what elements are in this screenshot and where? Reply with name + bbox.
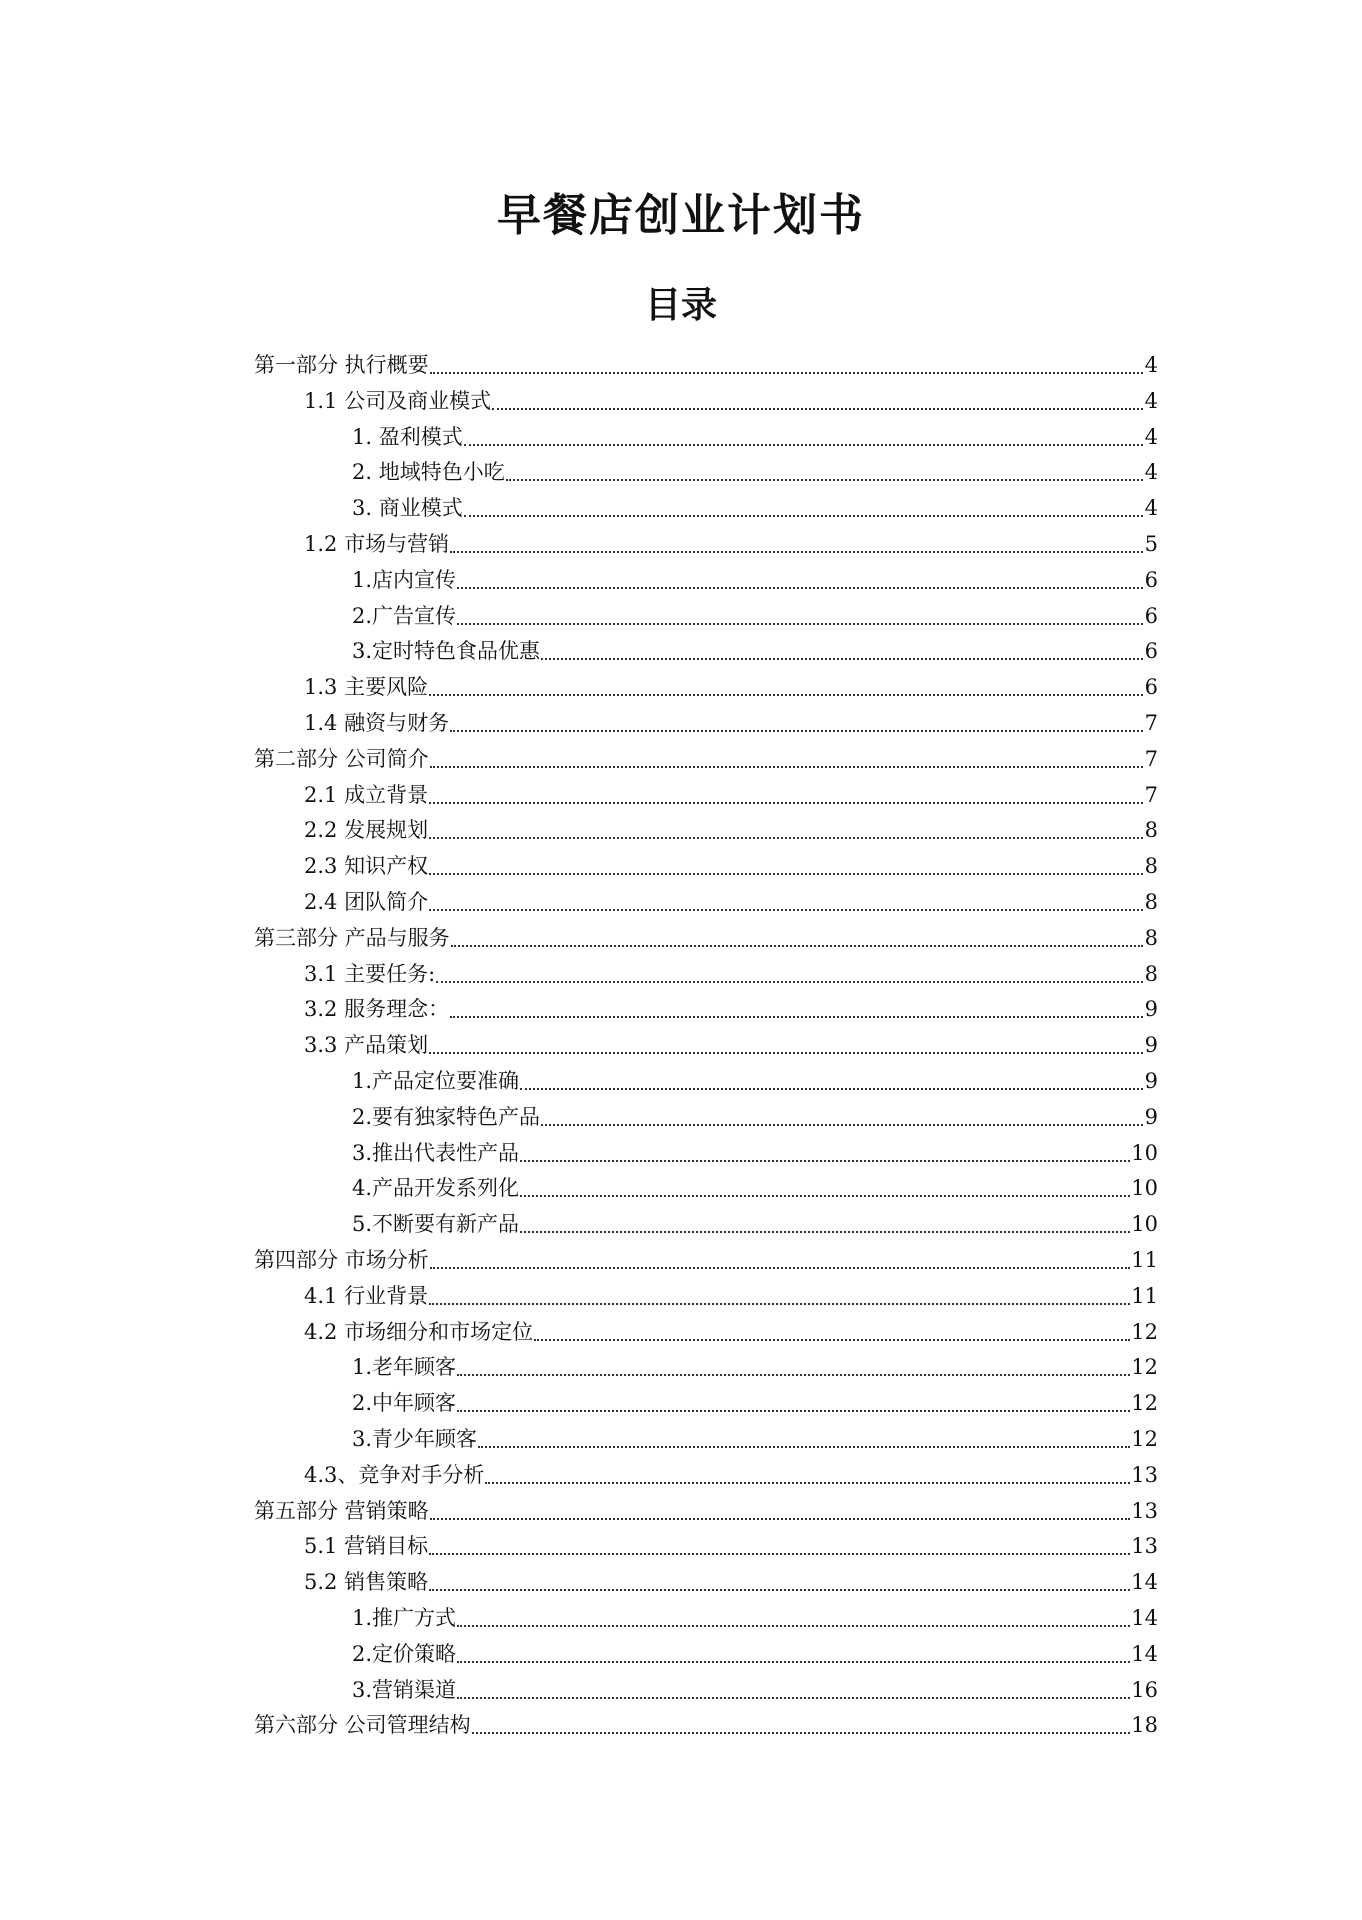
toc-entry-label: 1.3 主要风险 <box>304 675 429 700</box>
toc-entry-label: 3.1 主要任务: <box>304 961 436 986</box>
toc-entry[interactable] <box>304 666 1158 702</box>
toc-dot-leader <box>457 1373 1130 1376</box>
toc-entry[interactable] <box>304 774 1158 810</box>
toc-entry-page-number: 10 <box>1131 1176 1158 1201</box>
toc-entry-page-number: 16 <box>1131 1677 1158 1702</box>
toc-entry-label: 第二部分 公司简介 <box>254 746 429 771</box>
toc-entry[interactable] <box>304 702 1158 738</box>
toc-entry[interactable] <box>254 1239 1158 1275</box>
toc-entry[interactable] <box>352 1167 1158 1203</box>
toc-entry-label: 4.1 行业背景 <box>304 1283 429 1308</box>
toc-entry[interactable] <box>352 1060 1158 1096</box>
toc-entry-page-number: 10 <box>1131 1140 1158 1165</box>
toc-dot-leader <box>520 1087 1143 1090</box>
toc-entry-page-number: 9 <box>1144 997 1158 1022</box>
toc-entry-label: 3.3 产品策划 <box>304 1033 429 1058</box>
toc-entry[interactable] <box>304 1024 1158 1060</box>
toc-entry[interactable] <box>352 595 1158 631</box>
toc-entry[interactable] <box>304 523 1158 559</box>
toc-entry[interactable] <box>254 344 1158 380</box>
toc-dot-leader <box>457 1696 1130 1699</box>
toc-dot-leader <box>429 1552 1130 1555</box>
toc-entry[interactable] <box>254 1490 1158 1526</box>
toc-dot-leader <box>478 1445 1130 1448</box>
toc-entry-page-number: 12 <box>1131 1319 1158 1344</box>
toc-dot-leader <box>520 1194 1130 1197</box>
toc-entry-page-number: 7 <box>1144 711 1158 735</box>
toc-entry[interactable] <box>352 1096 1158 1132</box>
toc-dot-leader <box>472 1731 1131 1734</box>
toc-dot-leader <box>506 478 1143 481</box>
toc-entry-label: 第一部分 执行概要 <box>254 353 429 377</box>
toc-entry-page-number: 12 <box>1131 1427 1158 1451</box>
toc-dot-leader <box>430 371 1143 374</box>
toc-entry[interactable] <box>352 487 1158 523</box>
toc-dot-leader <box>430 765 1143 768</box>
toc-dot-leader <box>464 443 1143 446</box>
toc-entry-page-number: 6 <box>1144 639 1158 664</box>
toc-dot-leader <box>457 586 1143 589</box>
toc-entry[interactable] <box>304 1454 1158 1490</box>
toc-entry-page-number: 8 <box>1144 818 1158 843</box>
toc-entry-page-number: 4 <box>1144 424 1158 449</box>
toc-entry[interactable] <box>304 380 1158 416</box>
toc-entry[interactable] <box>254 1704 1158 1740</box>
toc-entry[interactable] <box>352 559 1158 595</box>
toc-entry-page-number: 11 <box>1131 1248 1158 1272</box>
toc-heading: 目录 <box>644 285 717 326</box>
toc-entry-page-number: 8 <box>1144 890 1158 914</box>
toc-entry[interactable] <box>254 738 1158 774</box>
toc-entry-page-number: 8 <box>1144 961 1158 986</box>
toc-dot-leader <box>451 944 1143 947</box>
toc-entry-label: 4.3、竞争对手分析 <box>304 1462 485 1487</box>
toc-entry[interactable] <box>304 1525 1158 1561</box>
toc-dot-leader <box>429 1051 1143 1054</box>
toc-entry-label: 1. 盈利模式 <box>352 424 463 449</box>
toc-entry-label: 3.定时特色食品优惠 <box>352 639 541 664</box>
toc-entry[interactable] <box>304 1275 1158 1311</box>
toc-entry-page-number: 9 <box>1144 1033 1158 1058</box>
toc-entry-label: 2.定价策略 <box>352 1641 457 1666</box>
toc-dot-leader <box>485 1481 1130 1484</box>
toc-entry-label: 3.推出代表性产品 <box>352 1140 520 1165</box>
toc-dot-leader <box>429 872 1143 875</box>
toc-entry-label: 3.青少年顾客 <box>352 1427 478 1451</box>
toc-dot-leader <box>429 801 1143 804</box>
toc-entry[interactable] <box>304 881 1158 917</box>
toc-dot-leader <box>520 1159 1130 1162</box>
toc-entry-page-number: 14 <box>1131 1570 1158 1595</box>
toc-entry-label: 1.产品定位要准确 <box>352 1069 520 1093</box>
toc-dot-leader <box>492 407 1143 410</box>
toc-entry-label: 2.广告宣传 <box>352 603 457 628</box>
toc-dot-leader <box>429 1302 1130 1305</box>
toc-entry-label: 3.2 服务理念： <box>304 997 450 1022</box>
toc-entry[interactable] <box>352 1382 1158 1418</box>
toc-dot-leader <box>541 657 1143 660</box>
toc-entry-label: 1.店内宣传 <box>352 567 457 592</box>
toc-dot-leader <box>429 1588 1130 1591</box>
toc-entry-label: 1.4 融资与财务 <box>304 711 450 735</box>
toc-entry-page-number: 6 <box>1144 567 1158 592</box>
toc-entry[interactable] <box>352 1669 1158 1705</box>
toc-entry-label: 4.2 市场细分和市场定位 <box>304 1319 534 1344</box>
toc-entry-page-number: 18 <box>1131 1713 1158 1738</box>
document-title: 早餐店创业计划书 <box>497 190 865 241</box>
toc-entry-label: 2.2 发展规划 <box>304 818 429 843</box>
toc-entry-page-number: 8 <box>1144 925 1158 950</box>
toc-entry-page-number: 4 <box>1144 388 1158 413</box>
toc-entry-label: 2.4 团队简介 <box>304 890 429 914</box>
toc-entry[interactable] <box>352 451 1158 487</box>
toc-entry-label: 5.2 销售策略 <box>304 1570 429 1595</box>
toc-entry-page-number: 4 <box>1144 496 1158 521</box>
toc-dot-leader <box>457 1660 1130 1663</box>
toc-entry[interactable] <box>352 1203 1158 1239</box>
toc-entry-page-number: 7 <box>1144 782 1158 807</box>
toc-dot-leader <box>429 836 1143 839</box>
toc-entry-page-number: 13 <box>1131 1534 1158 1559</box>
toc-entry-label: 第五部分 营销策略 <box>254 1498 429 1523</box>
toc-entry-page-number: 11 <box>1131 1283 1158 1308</box>
toc-entry-page-number: 9 <box>1144 1104 1158 1129</box>
toc-dot-leader <box>457 1624 1130 1627</box>
toc-entry-label: 1.2 市场与营销 <box>304 532 450 556</box>
toc-entry[interactable] <box>352 1633 1158 1669</box>
toc-entry[interactable] <box>352 1346 1158 1382</box>
toc-dot-leader <box>436 980 1143 983</box>
toc-entry[interactable] <box>304 988 1158 1024</box>
toc-dot-leader <box>457 622 1143 625</box>
toc-dot-leader <box>430 1517 1131 1520</box>
toc-entry-label: 2.中年顾客 <box>352 1391 457 1416</box>
toc-entry[interactable] <box>304 1311 1158 1347</box>
toc-dot-leader <box>430 1266 1131 1269</box>
toc-entry-page-number: 4 <box>1144 353 1158 377</box>
toc-entry-page-number: 4 <box>1144 460 1158 485</box>
toc-entry[interactable] <box>304 1561 1158 1597</box>
toc-dot-leader <box>429 693 1143 696</box>
toc-entry[interactable] <box>304 809 1158 845</box>
toc-entry[interactable] <box>304 953 1158 989</box>
toc-entry-page-number: 9 <box>1144 1069 1158 1093</box>
toc-entry-page-number: 6 <box>1144 675 1158 700</box>
toc-dot-leader <box>541 1123 1143 1126</box>
toc-entry-label: 2.要有独家特色产品 <box>352 1104 541 1129</box>
toc-entry[interactable] <box>352 1597 1158 1633</box>
toc-entry[interactable] <box>352 416 1158 452</box>
toc-entry[interactable] <box>304 845 1158 881</box>
toc-entry-page-number: 6 <box>1144 603 1158 628</box>
toc-entry-page-number: 13 <box>1131 1498 1158 1523</box>
toc-entry-label: 2. 地域特色小吃 <box>352 460 505 485</box>
toc-entry[interactable] <box>352 1132 1158 1168</box>
toc-entry-page-number: 13 <box>1131 1462 1158 1487</box>
toc-entry-label: 3.营销渠道 <box>352 1677 457 1702</box>
toc-dot-leader <box>429 908 1143 911</box>
toc-dot-leader <box>450 1015 1143 1018</box>
toc-dot-leader <box>450 550 1143 553</box>
toc-dot-leader <box>457 1409 1130 1412</box>
toc-entry-label: 第三部分 产品与服务 <box>254 925 450 950</box>
toc-dot-leader <box>464 514 1143 517</box>
toc-entry-page-number: 8 <box>1144 854 1158 879</box>
toc-dot-leader <box>520 1230 1130 1233</box>
toc-entry-label: 第四部分 市场分析 <box>254 1248 429 1272</box>
toc-entry-label: 第六部分 公司管理结构 <box>254 1713 471 1738</box>
toc-entry[interactable] <box>254 917 1158 953</box>
toc-entry-label: 5.不断要有新产品 <box>352 1212 520 1237</box>
toc-entry-page-number: 12 <box>1131 1391 1158 1416</box>
toc-entry-page-number: 14 <box>1131 1641 1158 1666</box>
toc-entry[interactable] <box>352 630 1158 666</box>
toc-entry[interactable] <box>352 1418 1158 1454</box>
toc-entry-label: 5.1 营销目标 <box>304 1534 429 1559</box>
toc-entry-page-number: 5 <box>1144 532 1158 556</box>
toc-dot-leader <box>450 729 1143 732</box>
toc-entry-label: 3. 商业模式 <box>352 496 463 521</box>
toc-entry-label: 1.老年顾客 <box>352 1355 457 1380</box>
toc-entry-label: 4.产品开发系列化 <box>352 1176 520 1201</box>
toc-entry-label: 1.推广方式 <box>352 1606 457 1630</box>
toc-entry-label: 2.3 知识产权 <box>304 854 429 879</box>
toc-entry-page-number: 14 <box>1131 1606 1158 1630</box>
toc-entry-page-number: 10 <box>1131 1212 1158 1237</box>
toc-entry-label: 2.1 成立背景 <box>304 782 429 807</box>
toc-dot-leader <box>534 1338 1130 1341</box>
toc-entry-page-number: 7 <box>1144 746 1158 771</box>
toc-entry-label: 1.1 公司及商业模式 <box>304 388 492 413</box>
toc-entry-page-number: 12 <box>1131 1355 1158 1380</box>
